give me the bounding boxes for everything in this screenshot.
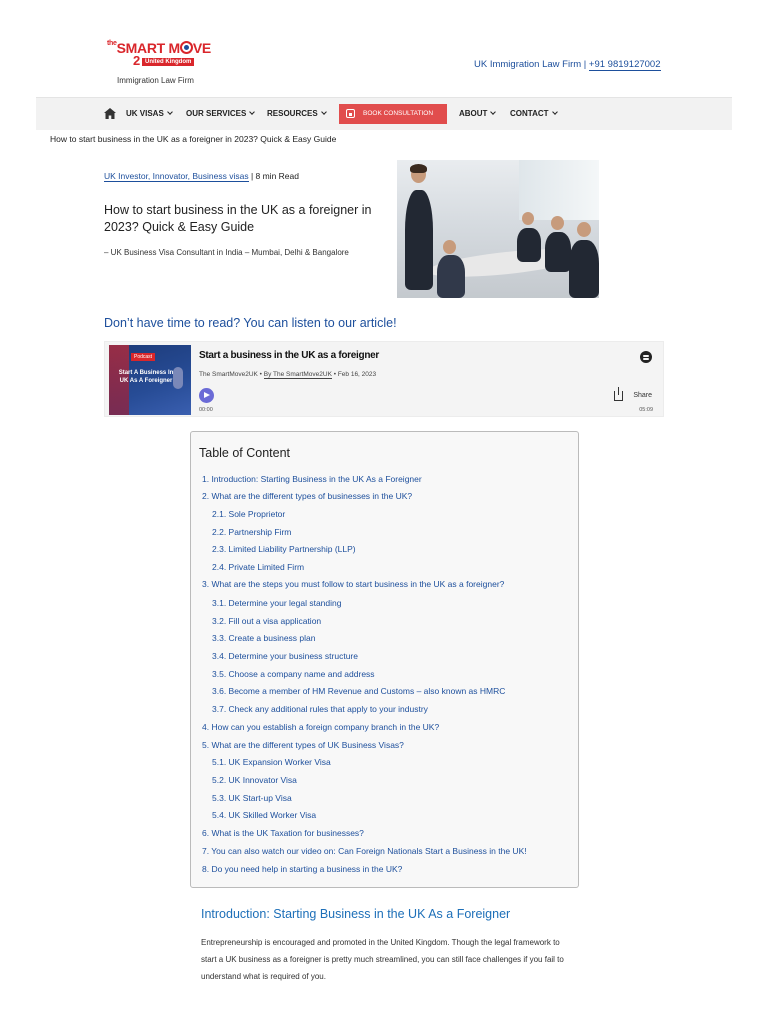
article-paragraph: Entrepreneurship is encouraged and promoted in the United Kingdom. Though the legal framework to start a UK business as a foreigner is pretty much streamlined, you can still face challenges if you fail to understand what is required of you. bbox=[201, 938, 564, 981]
main-nav bbox=[36, 97, 732, 130]
podcast-author-link[interactable]: By The SmartMove2UK bbox=[263, 371, 332, 378]
toc-item[interactable]: 2.2. Partnership Firm bbox=[212, 527, 292, 537]
calendar-icon bbox=[346, 109, 355, 118]
hero-person-head bbox=[522, 212, 534, 225]
toc-item[interactable]: 2.4. Private Limited Firm bbox=[212, 562, 305, 572]
book-consultation-button[interactable] bbox=[339, 104, 447, 124]
hero-person bbox=[405, 190, 433, 290]
hero-person bbox=[437, 255, 465, 298]
chevron-down-icon bbox=[552, 109, 558, 115]
toc-item[interactable]: 3.5. Choose a company name and address bbox=[212, 669, 375, 679]
hero-person-head bbox=[577, 222, 591, 237]
chevron-down-icon bbox=[321, 109, 327, 115]
toc-item[interactable]: 1. Introduction: Starting Business in the UK As a Foreigner bbox=[202, 474, 422, 484]
nav-label: RESOURCES bbox=[267, 109, 318, 118]
home-icon[interactable] bbox=[104, 108, 116, 119]
toc-item[interactable]: 5. What are the different types of UK Business Visas? bbox=[202, 740, 404, 750]
spotify-icon[interactable] bbox=[640, 351, 652, 363]
logo-the: the bbox=[107, 40, 117, 47]
header-contact bbox=[474, 59, 661, 70]
logo-wordmark bbox=[107, 40, 211, 56]
listen-heading: Don’t have time to read? You can listen to our article! bbox=[104, 316, 397, 330]
toc-item[interactable]: 3.2. Fill out a visa application bbox=[212, 616, 322, 626]
nav-contact[interactable] bbox=[510, 109, 557, 118]
globe-icon bbox=[180, 41, 193, 54]
toc-item[interactable]: 8. Do you need help in starting a business in the UK? bbox=[202, 864, 403, 874]
logo-two: 2 bbox=[133, 53, 141, 68]
hero-person bbox=[545, 232, 571, 272]
hero-person-hair bbox=[410, 164, 427, 173]
toc-item[interactable]: 3.1. Determine your legal standing bbox=[212, 598, 342, 608]
time-total: 05:09 bbox=[639, 407, 653, 413]
podcast-cover bbox=[109, 345, 191, 415]
nav-label: ABOUT bbox=[459, 109, 488, 118]
site-header bbox=[0, 0, 768, 97]
toc-item[interactable]: 3.4. Determine your business structure bbox=[212, 651, 358, 661]
table-of-content bbox=[190, 431, 579, 888]
hero-person-head bbox=[443, 240, 456, 254]
nav-label: OUR SERVICES bbox=[186, 109, 247, 118]
share-button[interactable]: Share bbox=[633, 392, 652, 399]
toc-item[interactable]: 3.3. Create a business plan bbox=[212, 633, 316, 643]
toc-item[interactable]: 3.6. Become a member of HM Revenue and Customs – also known as HMRC bbox=[212, 686, 506, 696]
firm-label: UK Immigration Law Firm | bbox=[474, 59, 589, 70]
toc-item[interactable]: 2. What are the different types of businesses in the UK? bbox=[202, 491, 413, 501]
nav-about[interactable] bbox=[459, 109, 495, 118]
toc-item[interactable]: 5.3. UK Start-up Visa bbox=[212, 793, 292, 803]
chevron-down-icon bbox=[491, 109, 497, 115]
toc-item[interactable]: 5.2. UK Innovator Visa bbox=[212, 775, 297, 785]
category-link[interactable]: UK Investor, Innovator, Business visas bbox=[104, 171, 249, 181]
chevron-down-icon bbox=[249, 109, 255, 115]
nav-uk-visas[interactable] bbox=[126, 109, 172, 118]
logo-smart: SMART M bbox=[116, 40, 180, 56]
hero-person bbox=[569, 240, 599, 298]
post-meta bbox=[104, 171, 299, 181]
toc-item[interactable]: 2.3. Limited Liability Partnership (LLP) bbox=[212, 544, 356, 554]
breadcrumb: How to start business in the UK as a foreigner in 2023? Quick & Easy Guide bbox=[50, 134, 337, 144]
phone-link[interactable]: +91 9819127002 bbox=[588, 59, 661, 70]
podcast-player bbox=[104, 341, 664, 417]
logo-uk-badge: United Kingdom bbox=[142, 58, 194, 66]
podcast-cover-title: Start A Business In UK As A Foreigner bbox=[118, 370, 174, 384]
nav-label: UK VISAS bbox=[126, 109, 164, 118]
podcast-date: • Feb 16, 2023 bbox=[331, 371, 377, 378]
podcast-meta bbox=[199, 371, 376, 378]
hero-image bbox=[397, 160, 599, 298]
nav-label: CONTACT bbox=[510, 109, 549, 118]
nav-our-services[interactable] bbox=[186, 109, 254, 118]
toc-item[interactable]: 7. You can also watch our video on: Can Foreign Nationals Start a Business in the UK! bbox=[202, 846, 527, 856]
podcast-title[interactable]: Start a business in the UK as a foreigner bbox=[199, 350, 379, 361]
podcast-show: The SmartMove2UK • bbox=[199, 371, 264, 378]
toc-item[interactable]: 3. What are the steps you must follow to start business in the UK as a foreigner? bbox=[202, 579, 505, 589]
hero-window bbox=[519, 160, 599, 220]
read-time: | 8 min Read bbox=[248, 171, 299, 181]
share-icon[interactable] bbox=[614, 391, 623, 401]
play-button[interactable] bbox=[199, 388, 214, 403]
toc-item[interactable]: 5.4. UK Skilled Worker Visa bbox=[212, 810, 317, 820]
page-title: How to start business in the UK as a foreigner in 2023? Quick & Easy Guide bbox=[104, 203, 372, 234]
book-consultation-label: BOOK CONSULTATION bbox=[363, 110, 434, 117]
hero-person bbox=[517, 228, 541, 262]
site-logo[interactable] bbox=[107, 40, 211, 90]
logo-ve: VE bbox=[192, 40, 211, 56]
podcast-tag: Podcast bbox=[131, 353, 155, 361]
hero-person-head bbox=[551, 216, 564, 230]
toc-item[interactable]: 3.7. Check any additional rules that apply to your industry bbox=[212, 704, 428, 714]
toc-item[interactable]: 2.1. Sole Proprietor bbox=[212, 509, 286, 519]
toc-item[interactable]: 4. How can you establish a foreign company branch in the UK? bbox=[202, 722, 440, 732]
page-subtitle: – UK Business Visa Consultant in India – Mumbai, Delhi & Bangalore bbox=[104, 248, 349, 257]
toc-title: Table of Content bbox=[199, 446, 291, 460]
nav-resources[interactable] bbox=[267, 109, 326, 118]
logo-subtitle: Immigration Law Firm bbox=[117, 76, 194, 85]
time-elapsed: 00:00 bbox=[199, 407, 213, 413]
chevron-down-icon bbox=[167, 109, 173, 115]
microphone-icon bbox=[173, 367, 183, 389]
section-heading: Introduction: Starting Business in the UK As a Foreigner bbox=[201, 907, 511, 921]
toc-item[interactable]: 6. What is the UK Taxation for businesses? bbox=[202, 828, 364, 838]
toc-item[interactable]: 5.1. UK Expansion Worker Visa bbox=[212, 757, 331, 767]
